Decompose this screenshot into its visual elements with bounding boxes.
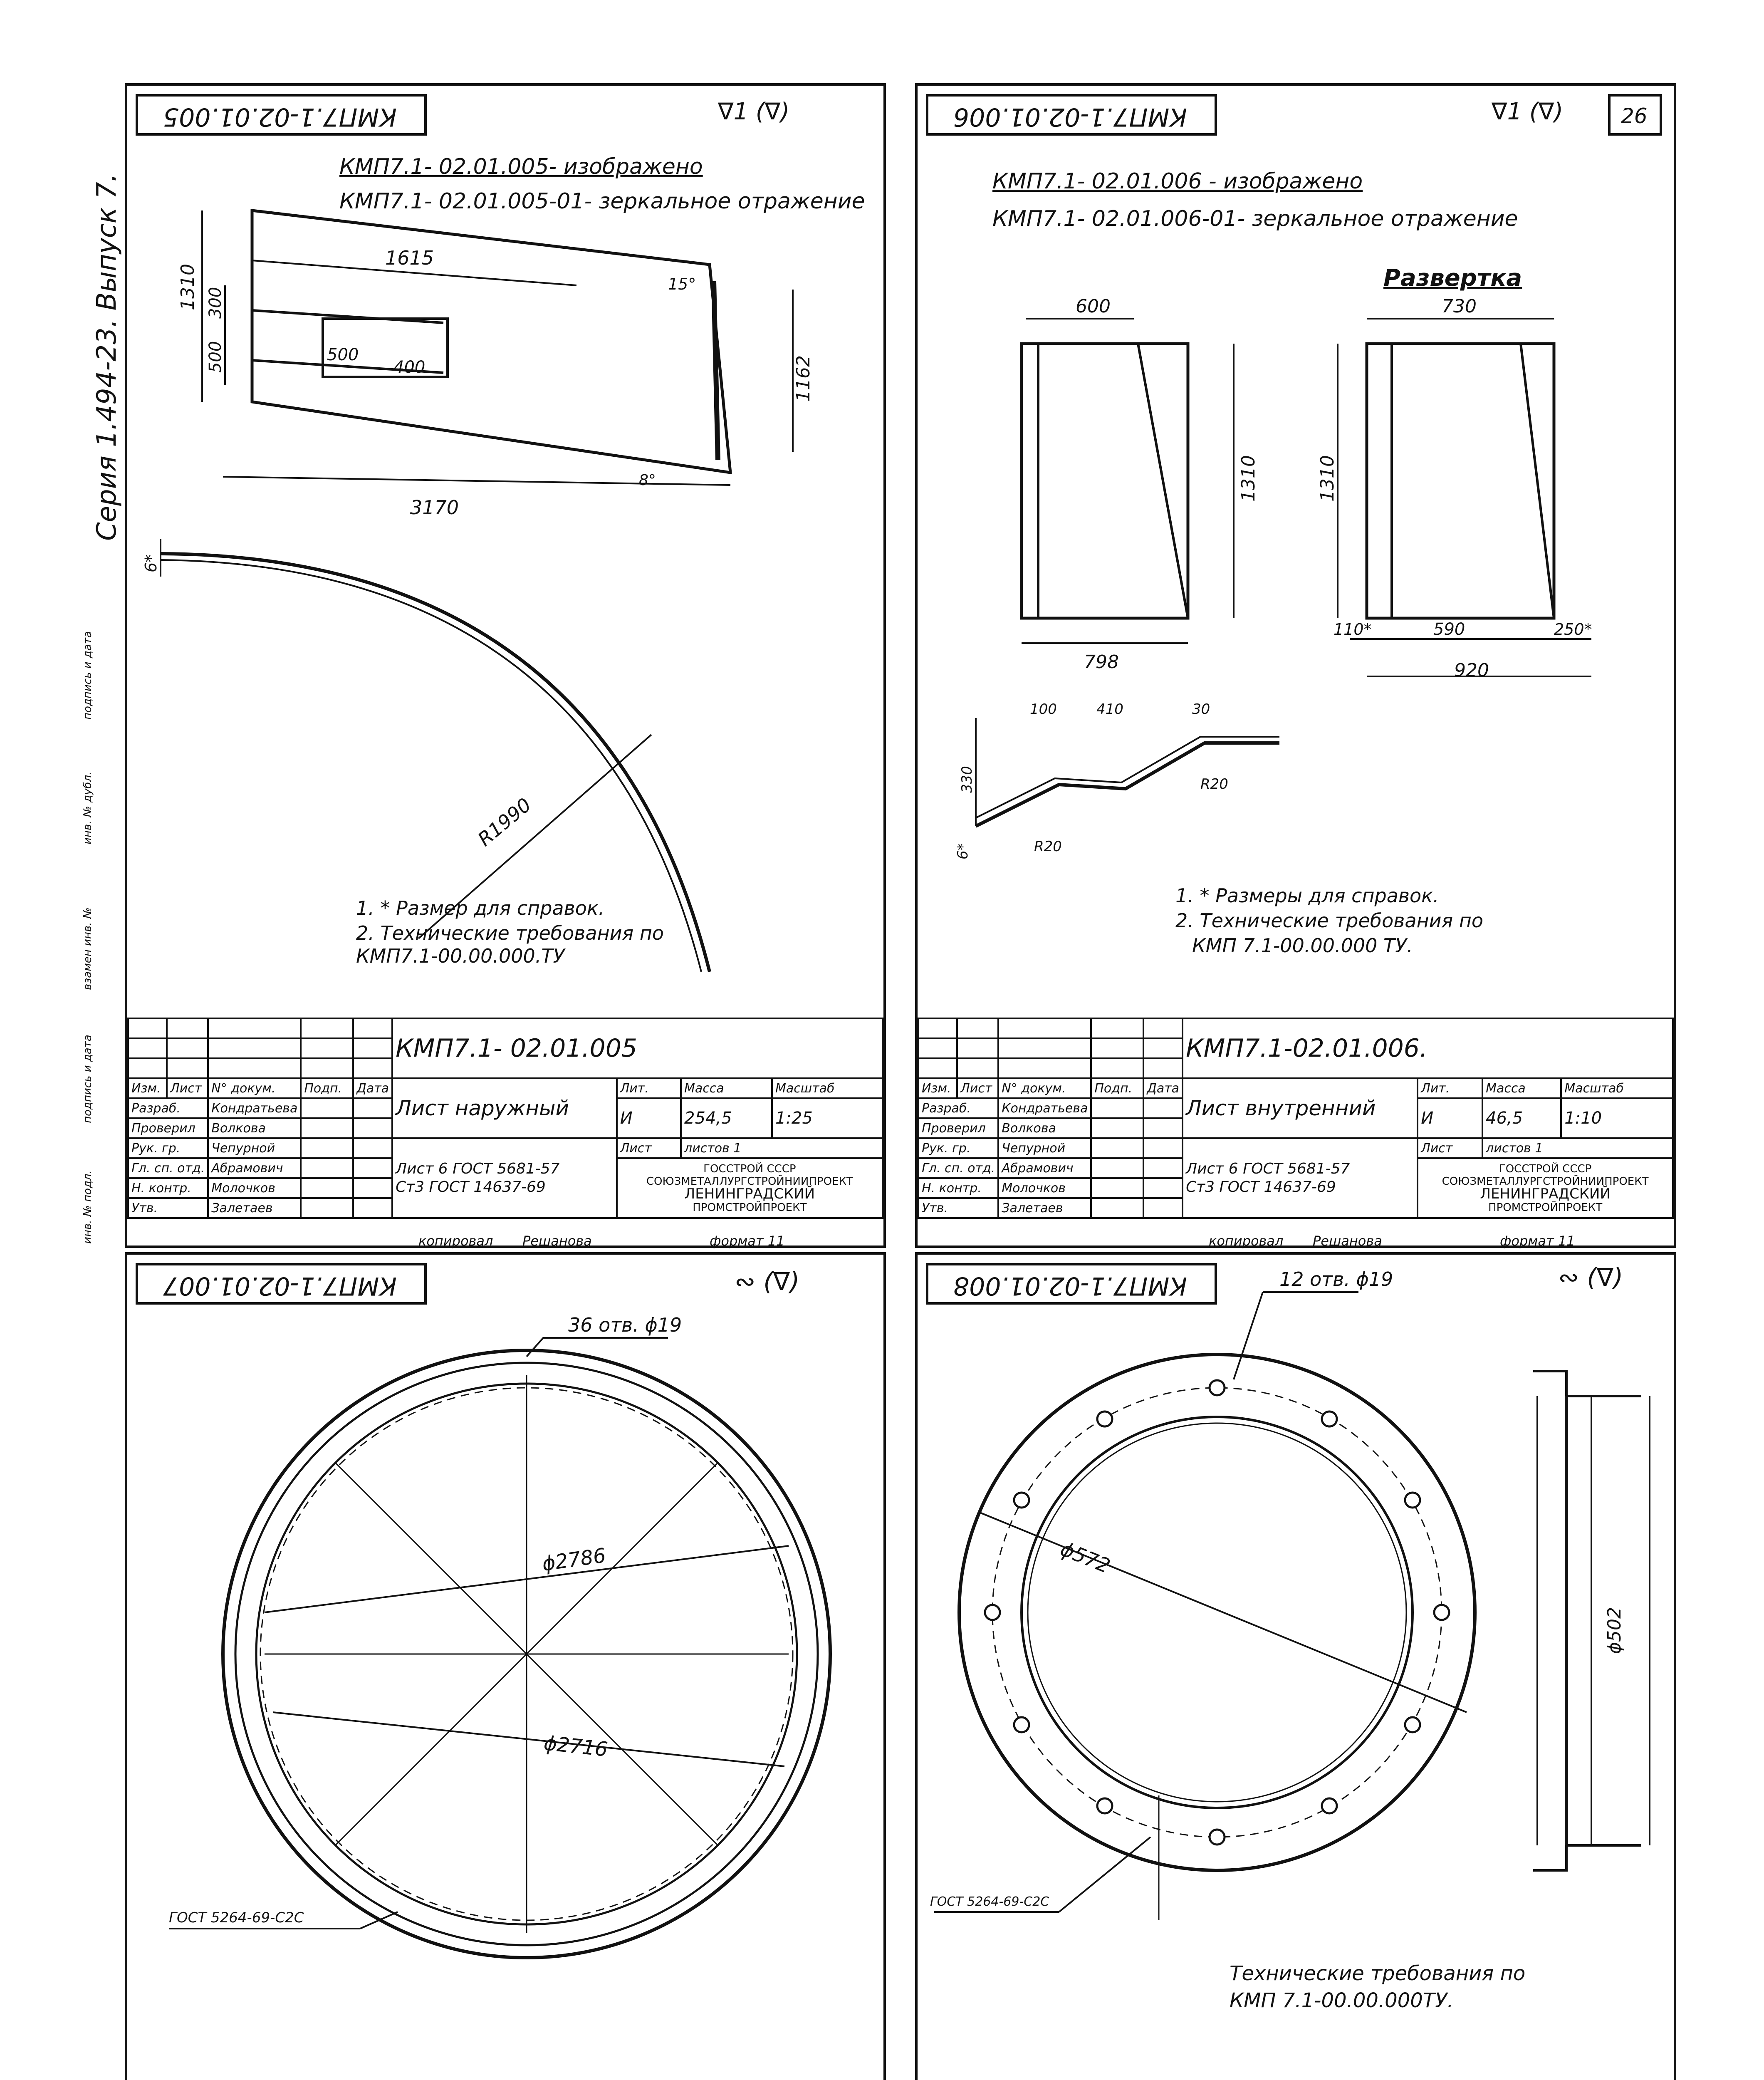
dim-inner: ϕ2716	[542, 1731, 609, 1762]
sheet-007-drawing	[127, 1255, 888, 2080]
sheet-008-drawing	[918, 1255, 1679, 2080]
requirement-2: 2. Технические требования по	[356, 922, 664, 944]
dim-3170: 3170	[410, 496, 459, 519]
drawing-note-2: КМП7.1- 02.01.006-01- зеркальное отражение	[992, 206, 1518, 231]
dim-15deg: 15°	[668, 275, 696, 293]
dim-outer: ϕ572	[1057, 1537, 1113, 1578]
dim-outer: ϕ2786	[540, 1544, 608, 1576]
col-mass: Масса	[1482, 1078, 1561, 1098]
dim-798: 798	[1084, 651, 1119, 673]
role-glsp: Гл. сп. отд.	[918, 1158, 998, 1178]
person-razrab: Кондратьева	[998, 1098, 1091, 1118]
requirement-3: КМП7.1-00.00.000.ТУ	[356, 945, 565, 967]
dim-730: 730	[1442, 296, 1477, 317]
person-utv: Залетаев	[208, 1198, 301, 1218]
sheets-count: листов 1	[1482, 1138, 1673, 1158]
col-sign: Подп.	[1091, 1078, 1143, 1098]
page-number: 26	[1621, 104, 1648, 128]
razvertka-label: Развертка	[1383, 265, 1522, 292]
stamp-code: КМП7.1-02.01.008	[953, 1271, 1187, 1300]
copier-name: Решанова	[522, 1233, 592, 1249]
col-scale: Масштаб	[1561, 1078, 1673, 1098]
org-block: ГОССТРОЙ СССР СОЮЗМЕТАЛЛУРГСТРОЙНИИПРОЕКТ ЛЕНИНГРАДСКИЙ ПРОМСТРОЙПРОЕКТ	[617, 1158, 883, 1218]
dim-500-v: 500	[206, 341, 225, 373]
strip-label-top-1: инв. № подл.	[82, 1170, 94, 1244]
role-razrab: Разраб.	[128, 1098, 208, 1118]
person-utv: Залетаев	[998, 1198, 1091, 1218]
format-label: формат 11	[710, 1233, 785, 1249]
dim-250: 250*	[1554, 620, 1592, 639]
dim-600: 600	[1076, 296, 1111, 317]
requirement-1: 1. * Размер для справок.	[356, 897, 605, 919]
dim-410: 410	[1096, 701, 1123, 718]
requirement-2: Технические требования по	[1230, 1962, 1526, 1985]
holes-label: 12 отв. ϕ19	[1279, 1268, 1393, 1290]
col-lit: Лит.	[1418, 1078, 1482, 1098]
copied-label: копировал	[418, 1233, 493, 1249]
requirement-1: 1. * Размеры для справок.	[1175, 884, 1439, 907]
strip-label-top-2: подпись и дата	[82, 1035, 94, 1123]
roughness-mark: ∾ (∇)	[1558, 1263, 1623, 1292]
col-lit: Лит.	[617, 1078, 681, 1098]
role-ruk: Рук. гр.	[918, 1138, 998, 1158]
title-block	[918, 1018, 1674, 1219]
scale-value: 1:25	[772, 1098, 883, 1138]
role-nkontr: Н. контр.	[918, 1178, 998, 1198]
org-block: ГОССТРОЙ СССР СОЮЗМЕТАЛЛУРГСТРОЙНИИПРОЕКТ ЛЕНИНГРАДСКИЙ ПРОМСТРОЙПРОЕКТ	[1418, 1158, 1673, 1218]
drawing-code: КМП7.1- 02.01.005	[392, 1018, 883, 1078]
person-prov: Волкова	[208, 1118, 301, 1138]
copied-label: копировал	[1209, 1233, 1284, 1249]
weld-note: ГОСТ 5264-69-С2С	[169, 1909, 304, 1926]
material: Лист 6 ГОСТ 5681-57 Ст3 ГОСТ 14637-69	[1183, 1138, 1418, 1218]
stamp-code: КМП7.1-02.01.005	[163, 102, 397, 131]
mass-value: 254,5	[681, 1098, 772, 1138]
person-glsp: Абрамович	[998, 1158, 1091, 1178]
dim-400: 400	[393, 358, 426, 377]
copier-name: Решанова	[1313, 1233, 1382, 1249]
dim-110: 110*	[1334, 620, 1372, 639]
sheet-007	[125, 1252, 886, 2080]
requirement-3: КМП 7.1-00.00.000ТУ.	[1230, 1989, 1454, 2012]
strip-label-top-3: взамен инв. №	[82, 907, 94, 990]
dim-r20-b: R20	[1034, 838, 1062, 855]
col-scale: Масштаб	[772, 1078, 883, 1098]
sheet-label: Лист	[617, 1138, 681, 1158]
col-sign: Подп.	[301, 1078, 353, 1098]
person-nkontr: Молочков	[998, 1178, 1091, 1198]
sheets-count: листов 1	[681, 1138, 883, 1158]
role-ruk: Рук. гр.	[128, 1138, 208, 1158]
role-glsp: Гл. сп. отд.	[128, 1158, 208, 1178]
role-utv: Утв.	[918, 1198, 998, 1218]
bolt-holes	[985, 1380, 1449, 1845]
dim-1310-b: 1310	[1317, 455, 1338, 502]
roughness-mark: ∇1 (∇)	[718, 98, 790, 125]
part-name: Лист внутренний	[1183, 1078, 1418, 1138]
col-mass: Масса	[681, 1078, 772, 1098]
col-doc: N° докум.	[208, 1078, 301, 1098]
col-doc: N° докум.	[998, 1078, 1091, 1098]
dim-r1990: R1990	[473, 793, 536, 851]
requirement-3: КМП 7.1-00.00.000 ТУ.	[1192, 934, 1413, 957]
mass-value: 46,5	[1482, 1098, 1561, 1138]
col-date: Дата	[353, 1078, 392, 1098]
roughness-mark: ∇1 (∇)	[1492, 98, 1564, 125]
dim-590: 590	[1433, 620, 1465, 639]
lit-value: И	[1418, 1098, 1482, 1138]
dim-30: 30	[1192, 701, 1210, 718]
dim-100: 100	[1030, 701, 1057, 718]
role-utv: Утв.	[128, 1198, 208, 1218]
person-ruk: Чепурной	[208, 1138, 301, 1158]
stamp-code: КМП7.1-02.01.007	[163, 1271, 397, 1300]
strip-label-top-4: инв. № дубл.	[82, 771, 94, 844]
dim-300: 300	[206, 287, 225, 319]
person-nkontr: Молочков	[208, 1178, 301, 1198]
drawing-code: КМП7.1-02.01.006.	[1183, 1018, 1673, 1078]
requirement-2: 2. Технические требования по	[1175, 909, 1484, 932]
drawing-note-1: КМП7.1- 02.01.005- изображено	[339, 154, 703, 179]
role-prov: Проверил	[918, 1118, 998, 1138]
person-prov: Волкова	[998, 1118, 1091, 1138]
col-izm: Изм.	[128, 1078, 167, 1098]
dim-1310-a: 1310	[1238, 455, 1259, 502]
material: Лист 6 ГОСТ 5681-57 Ст3 ГОСТ 14637-69	[392, 1138, 617, 1218]
drawing-note-1: КМП7.1- 02.01.006 - изображено	[992, 169, 1363, 194]
col-izm: Изм.	[918, 1078, 957, 1098]
dim-1310: 1310	[177, 264, 198, 310]
col-list: Лист	[957, 1078, 998, 1098]
role-prov: Проверил	[128, 1118, 208, 1138]
part-name: Лист наружный	[392, 1078, 617, 1138]
series-label: Серия 1.494-23. Выпуск 7.	[92, 173, 122, 541]
person-glsp: Абрамович	[208, 1158, 301, 1178]
sheet-005	[125, 83, 886, 1248]
dim-920: 920	[1454, 660, 1489, 681]
drawing-note-2: КМП7.1- 02.01.005-01- зеркальное отражение	[339, 189, 865, 214]
dim-6: 6*	[955, 843, 971, 859]
lit-value: И	[617, 1098, 681, 1138]
person-razrab: Кондратьева	[208, 1098, 301, 1118]
sheet-006	[915, 83, 1676, 1248]
stamp-code: КМП7.1-02.01.006	[953, 102, 1187, 131]
dim-1162: 1162	[793, 355, 814, 402]
dim-1615: 1615	[385, 247, 434, 269]
weld-note: ГОСТ 5264-69-С2С	[930, 1894, 1049, 1909]
dim-500-h: 500	[327, 345, 359, 364]
strip-label-top-5: подпись и дата	[82, 631, 94, 720]
roughness-mark: ∾ (∇)	[735, 1267, 800, 1296]
dim-side: ϕ502	[1604, 1607, 1625, 1654]
col-date: Дата	[1143, 1078, 1183, 1098]
person-ruk: Чепурной	[998, 1138, 1091, 1158]
dim-8deg: 8°	[639, 472, 656, 489]
role-razrab: Разраб.	[918, 1098, 998, 1118]
format-label: формат 11	[1500, 1233, 1575, 1249]
dim-r20-a: R20	[1200, 776, 1228, 792]
col-list: Лист	[167, 1078, 208, 1098]
holes-label: 36 отв. ϕ19	[568, 1314, 682, 1336]
dim-330: 330	[959, 766, 975, 793]
sheet-label: Лист	[1418, 1138, 1482, 1158]
dim-6: 6*	[142, 554, 160, 572]
scale-value: 1:10	[1561, 1098, 1673, 1138]
sheet-008	[915, 1252, 1676, 2080]
title-block	[127, 1018, 883, 1219]
role-nkontr: Н. контр.	[128, 1178, 208, 1198]
